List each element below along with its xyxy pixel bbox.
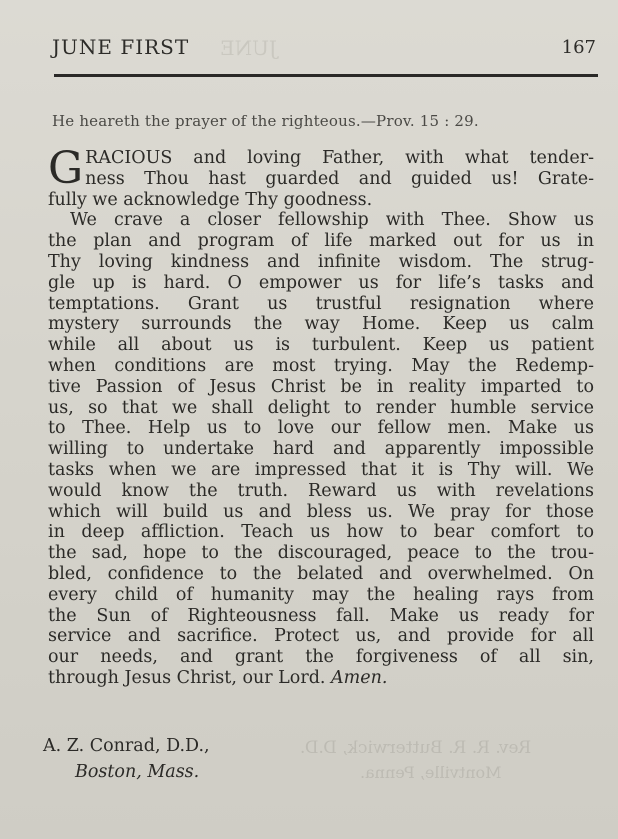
prayer-line: bled, confidence to the belated and overwhelmed. On — [48, 563, 594, 584]
prayer-text — [48, 143, 594, 689]
amen: Amen. — [331, 667, 388, 688]
prayer-line: every child of humanity may the healing rays from — [48, 584, 594, 605]
prayer-line: gle up is hard. O empower us for life’s tasks and — [48, 272, 594, 293]
page-number: 167 — [561, 37, 596, 58]
prayer-line: willing to undertake hard and apparently impossible — [48, 439, 594, 460]
prayer-line-final — [48, 668, 594, 689]
author-name: A. Z. Conrad, D.D., — [43, 736, 210, 756]
prayer-line: the sad, hope to the discouraged, peace to the trou- — [48, 543, 594, 564]
bleed-through-header: JUNE — [220, 36, 277, 60]
prayer-line: ness Thou hast guarded and guided us! Grate- — [85, 168, 594, 189]
prayer-line: Thy loving kindness and infinite wisdom. The strug- — [48, 251, 594, 272]
running-title: JUNE FIRST — [52, 35, 190, 59]
prayer-line: while all about us is turbulent. Keep us patient — [48, 335, 594, 356]
prayer-line: mystery surrounds the way Home. Keep us calm — [48, 314, 594, 335]
prayer-line: temptations. Grant us trustful resignation where — [48, 293, 594, 314]
prayer-line: our needs, and grant the forgiveness of all sin, — [48, 647, 594, 668]
prayer-line: fully we acknowledge Thy goodness. — [48, 189, 373, 210]
epigraph: He heareth the prayer of the righteous.—Prov. 15 : 29. — [52, 112, 479, 130]
prayer-line: We crave a closer fellowship with Thee. Show us — [70, 210, 594, 231]
page-header — [52, 33, 598, 63]
prayer-line: tasks when we are impressed that it is Thy will. We — [48, 459, 594, 480]
bleed-through-author: Rev. R. R. Butterwick, D.D. — [300, 738, 532, 758]
prayer-line: through Jesus Christ, our Lord. — [48, 667, 326, 688]
prayer-line: which will build us and bless us. We pray for those — [48, 501, 594, 522]
bleed-through-place: Montville, Penna. — [360, 763, 502, 782]
prayer-line: to Thee. Help us to love our fellow men. Make us — [48, 418, 594, 439]
drop-cap: G — [48, 143, 84, 194]
header-rule — [54, 74, 598, 77]
author-place: Boston, Mass. — [75, 762, 200, 782]
prayer-line: when conditions are most trying. May the Redemp- — [48, 355, 594, 376]
prayer-line: in deep affliction. Teach us how to bear comfort to — [48, 522, 594, 543]
prayer-line: tive Passion of Jesus Christ be in reality imparted to — [48, 376, 594, 397]
prayer-line: us, so that we shall delight to render humble service — [48, 397, 594, 418]
prayer-line: would know the truth. Reward us with revelations — [48, 480, 594, 501]
prayer-line: the plan and program of life marked out for us in — [48, 231, 594, 252]
prayer-line: service and sacrifice. Protect us, and provide for all — [48, 626, 594, 647]
prayer-line: RACIOUS and loving Father, with what tender- — [85, 148, 594, 168]
prayer-line: the Sun of Righteousness fall. Make us ready for — [48, 605, 594, 626]
